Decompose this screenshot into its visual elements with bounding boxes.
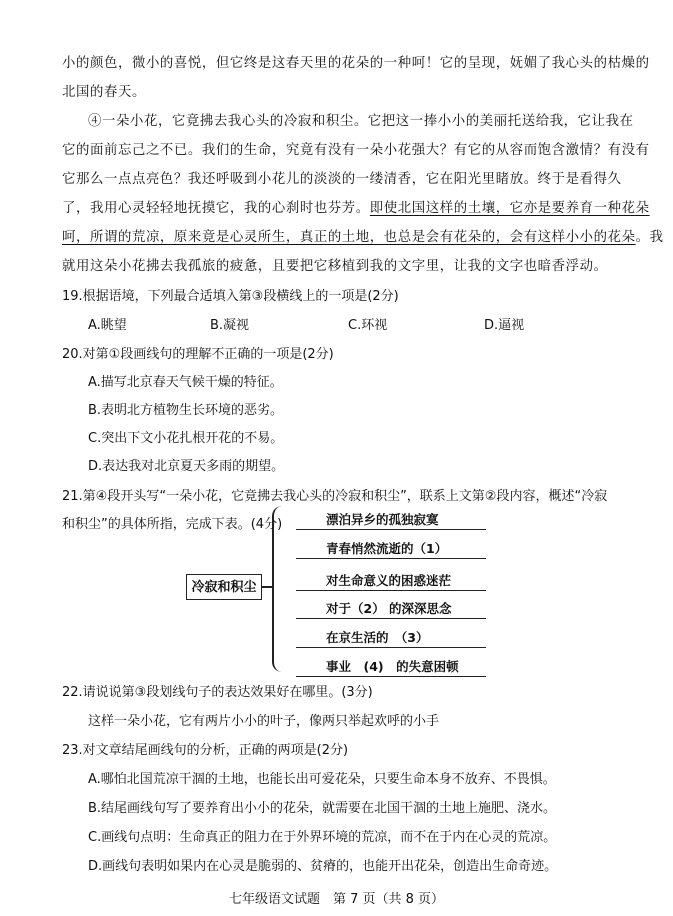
q23-option-d: D.画线句表明如果内在心灵是脆弱的、贫瘠的，也能开出花朵，创造出生命奇迹。 xyxy=(88,859,558,874)
q21-stem-line1: 21.第④段开头写“一朵小花，它竟拂去我心头的冷寂和积尘”，联系上文第②段内容，概述“冷寂 xyxy=(62,489,608,504)
q19-option-c: C.环视 xyxy=(348,318,388,333)
q21-stem-line2: 和积尘”的具体所指，完成下表。(4分) xyxy=(62,517,283,532)
q22-stem: 22.请说说第③段划线句子的表达效果好在哪里。(3分) xyxy=(62,685,373,700)
q19-option-a: A.眺望 xyxy=(88,318,127,333)
passage-line-5: 它那么一点点亮色？我还呼吸到小花儿的淡淡的一缕清香，它在阳光里睹放。终于是看得久 xyxy=(62,172,622,187)
q20-option-d: D.表达我对北京夏天多雨的期望。 xyxy=(88,459,285,474)
q22-sentence: 这样一朵小花，它有两片小小的叶子，像两只举起欢呼的小手 xyxy=(88,714,440,729)
diagram-row-5: 在京生活的 （3） xyxy=(296,630,486,648)
passage-line-4: 它的面前忘己之不已。我们的生命，究竟有没有一朵小花强大？有它的从容而饱含激情？有没有 xyxy=(62,143,650,158)
passage-underlined-sentence-part2: 呵，所谓的荒凉，原来竟是心灵所生，真正的土地，也总是会有花朵的，会有这样小小的花朵 xyxy=(62,230,636,245)
diagram-connector xyxy=(262,586,272,588)
diagram-row-6: 事业 (4) 的失意困顿 xyxy=(296,659,486,677)
passage-underlined-sentence-part1: 即使北国这样的土壤，它亦是要养育一种花朵 xyxy=(369,201,650,216)
q19-stem: 19.根据语境，下列最合适填入第③段横线上的一项是(2分) xyxy=(62,289,399,304)
q19-option-b: B.凝视 xyxy=(210,318,250,333)
diagram-row-3: 对生命意义的困惑迷茫 xyxy=(296,573,486,591)
passage-line-7 xyxy=(62,229,664,247)
diagram-brace xyxy=(272,506,288,672)
q23-option-a: A.哪怕北国荒凉干涸的土地，也能长出可爱花朵，只要生命本身不放弃、不畏惧。 xyxy=(88,772,556,787)
diagram-row-2: 青春悄然流逝的（1） xyxy=(296,541,486,559)
q23-option-b: B.结尾画线句写了要养育出小小的花朵，就需要在北国干涸的土地上施肥、浇水。 xyxy=(88,801,557,816)
q23-stem: 23.对文章结尾画线句的分析，正确的两项是(2分) xyxy=(62,743,349,758)
q20-stem: 20.对第①段画线句的理解不正确的一项是(2分) xyxy=(62,347,334,362)
q20-option-b: B.表明北方植物生长环境的恶劣。 xyxy=(88,403,284,418)
passage-line-8: 就用这朵小花拂去我孤旅的疲惫，且要把它移植到我的文字里，让我的文字也暗香浮动。 xyxy=(62,259,608,274)
diagram-row-1: 漂泊异乡的孤独寂寞 xyxy=(296,512,486,530)
q19-options xyxy=(88,317,628,335)
q23-option-c: C.画线句点明：生命真正的阻力在于外界环境的荒凉，而不在于内在心灵的荒凉。 xyxy=(88,830,557,845)
passage-line-6 xyxy=(62,200,650,218)
passage-line-7-plain: 。我 xyxy=(635,230,664,245)
passage-line-6-plain: 了，我用心灵轻轻地抚摸它，我的心刹时也芬芳。 xyxy=(62,201,370,216)
diagram-root-box: 冷寂和积尘 xyxy=(186,574,262,600)
q20-option-a: A.描写北京春天气候干燥的特征。 xyxy=(88,375,283,390)
diagram-row-4: 对于（2） 的深深思念 xyxy=(296,601,486,619)
q19-option-d: D.逼视 xyxy=(484,318,525,333)
passage-line-3: ④一朵小花，它竟拂去我心头的冷寂和积尘。它把这一捧小小的美丽托送给我，它让我在 xyxy=(88,114,634,129)
q20-option-c: C.突出下文小花扎根开花的不易。 xyxy=(88,431,284,446)
passage-line-2: 北国的春天。 xyxy=(62,85,146,100)
page-footer: 七年级语文试题 第 7 页（共 8 页） xyxy=(228,892,445,907)
passage-line-1: 小的颜色，微小的喜悦，但它终是这春天里的花朵的一种呵！它的呈现，妩媚了我心头的枯燥的 xyxy=(62,56,650,71)
